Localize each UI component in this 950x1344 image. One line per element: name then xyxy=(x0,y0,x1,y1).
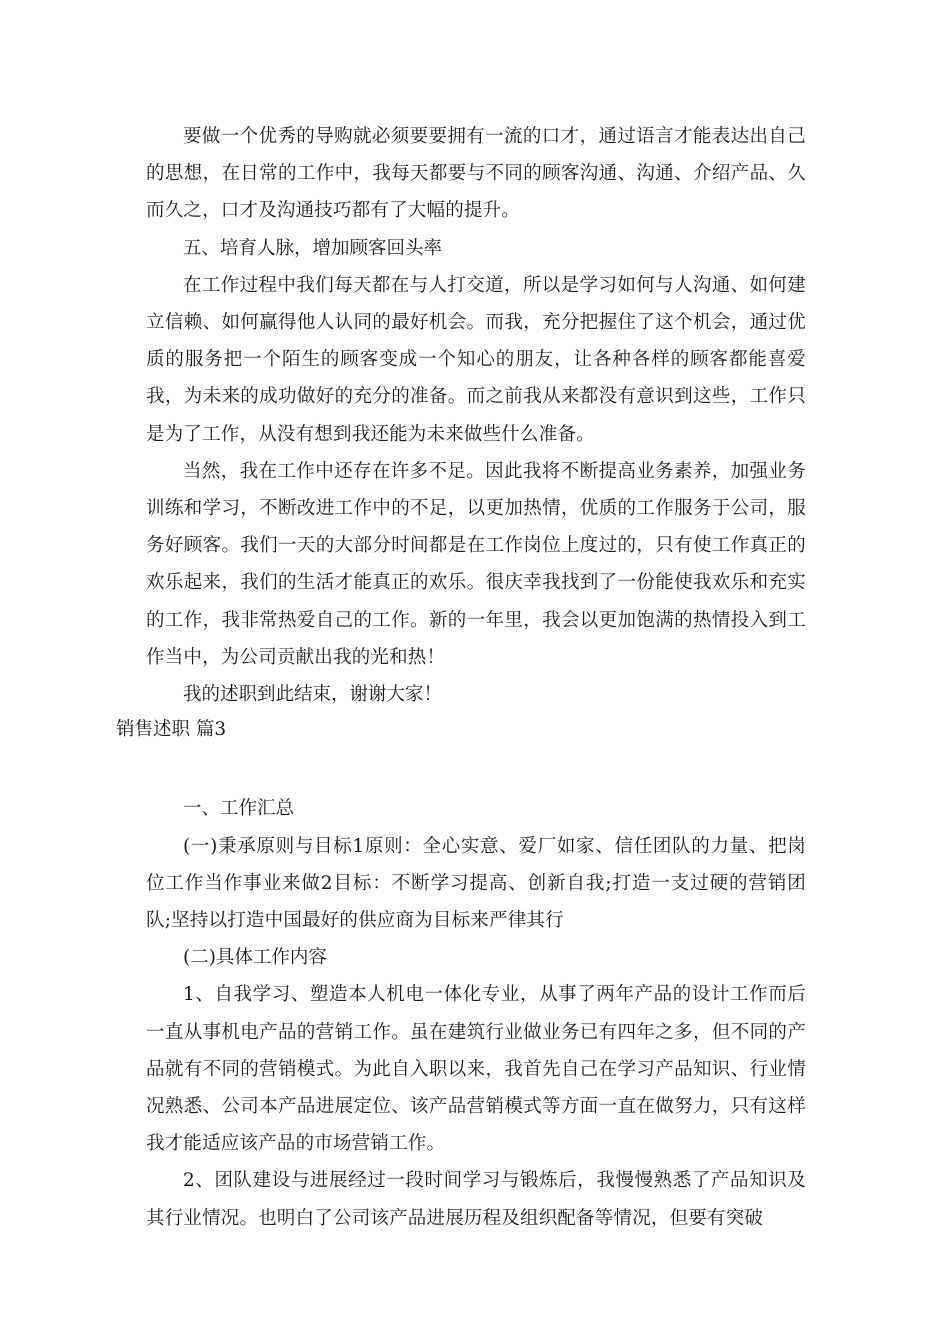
section-title: 销售述职 篇3 xyxy=(116,719,227,741)
paragraph-closing: 我的述职到此结束，谢谢大家！ xyxy=(183,684,443,706)
heading-network: 五、培育人脉，增加顾客回头率 xyxy=(183,237,443,259)
section-spacer xyxy=(146,748,806,790)
paragraph-eloquence: 要做一个优秀的导购就必须要要拥有一流的口才，通过语言才能表达出自己的思想，在日常的工作中，我每天都要与不同的顾客沟通、沟通、介绍产品、久而久之，口才及沟通技巧都有了大幅的提升。 xyxy=(146,126,806,222)
paragraph-team-building: 2、团队建设与进展经过一段时间学习与锻炼后，我慢慢熟悉了产品知识及其行业情况。也明白了公司该产品进展历程及组织配备等情况，但要有突破 xyxy=(146,1170,806,1229)
paragraph-principles: (一)秉承原则与目标1原则：全心实意、爱厂如家、信任团队的力量、把岗位工作当作事业来做2目标：不断学习提高、创新自我;打造一支过硬的营销团队;坚持以打造中国最好的供应商为目标来严律其行 xyxy=(146,835,806,932)
paragraph-work-process: 在工作过程中我们每天都在与人打交道，所以是学习如何与人沟通、如何建立信赖、如何赢得他人认同的最好机会。而我，充分把握住了这个机会，通过优质的服务把一个陌生的顾客变成一个知心的朋友，让各种各样的顾客都能喜爱我，为未来的成功做好的充分的准备。而之前我从来都没有意识到这些，工作只是为了工作，从没有想到我还能为未来做些什么准备。 xyxy=(146,274,806,445)
heading-work-summary: 一、工作汇总 xyxy=(183,798,295,820)
paragraph-self-learning: 1、自我学习、塑造本人机电一体化专业，从事了两年产品的设计工作而后一直从事机电产品的营销工作。虽在建筑行业做业务已有四年之多，但不同的产品就有不同的营销模式。为此自入职以来，我首先自己在学习产品知识、行业情况熟悉、公司本产品进展定位、该产品营销模式等方面一直在做努力，只有这样我才能适应该产品的市场营销工作。 xyxy=(146,984,806,1155)
paragraph-shortcomings: 当然，我在工作中还存在许多不足。因此我将不断提高业务素养，加强业务训练和学习，不断改进工作中的不足，以更加热情，优质的工作服务于公司，服务好顾客。我们一天的大部分时间都是在工作岗位上度过的，只有使工作真正的欢乐起来，我们的生活才能真正的欢乐。很庆幸我找到了一份能使我欢乐和充实的工作，我非常热爱自己的工作。新的一年里，我会以更加饱满的热情投入到工作当中，为公司贡献出我的光和热！ xyxy=(146,460,806,668)
document-page xyxy=(116,118,806,1237)
heading-work-content: (二)具体工作内容 xyxy=(183,947,327,969)
